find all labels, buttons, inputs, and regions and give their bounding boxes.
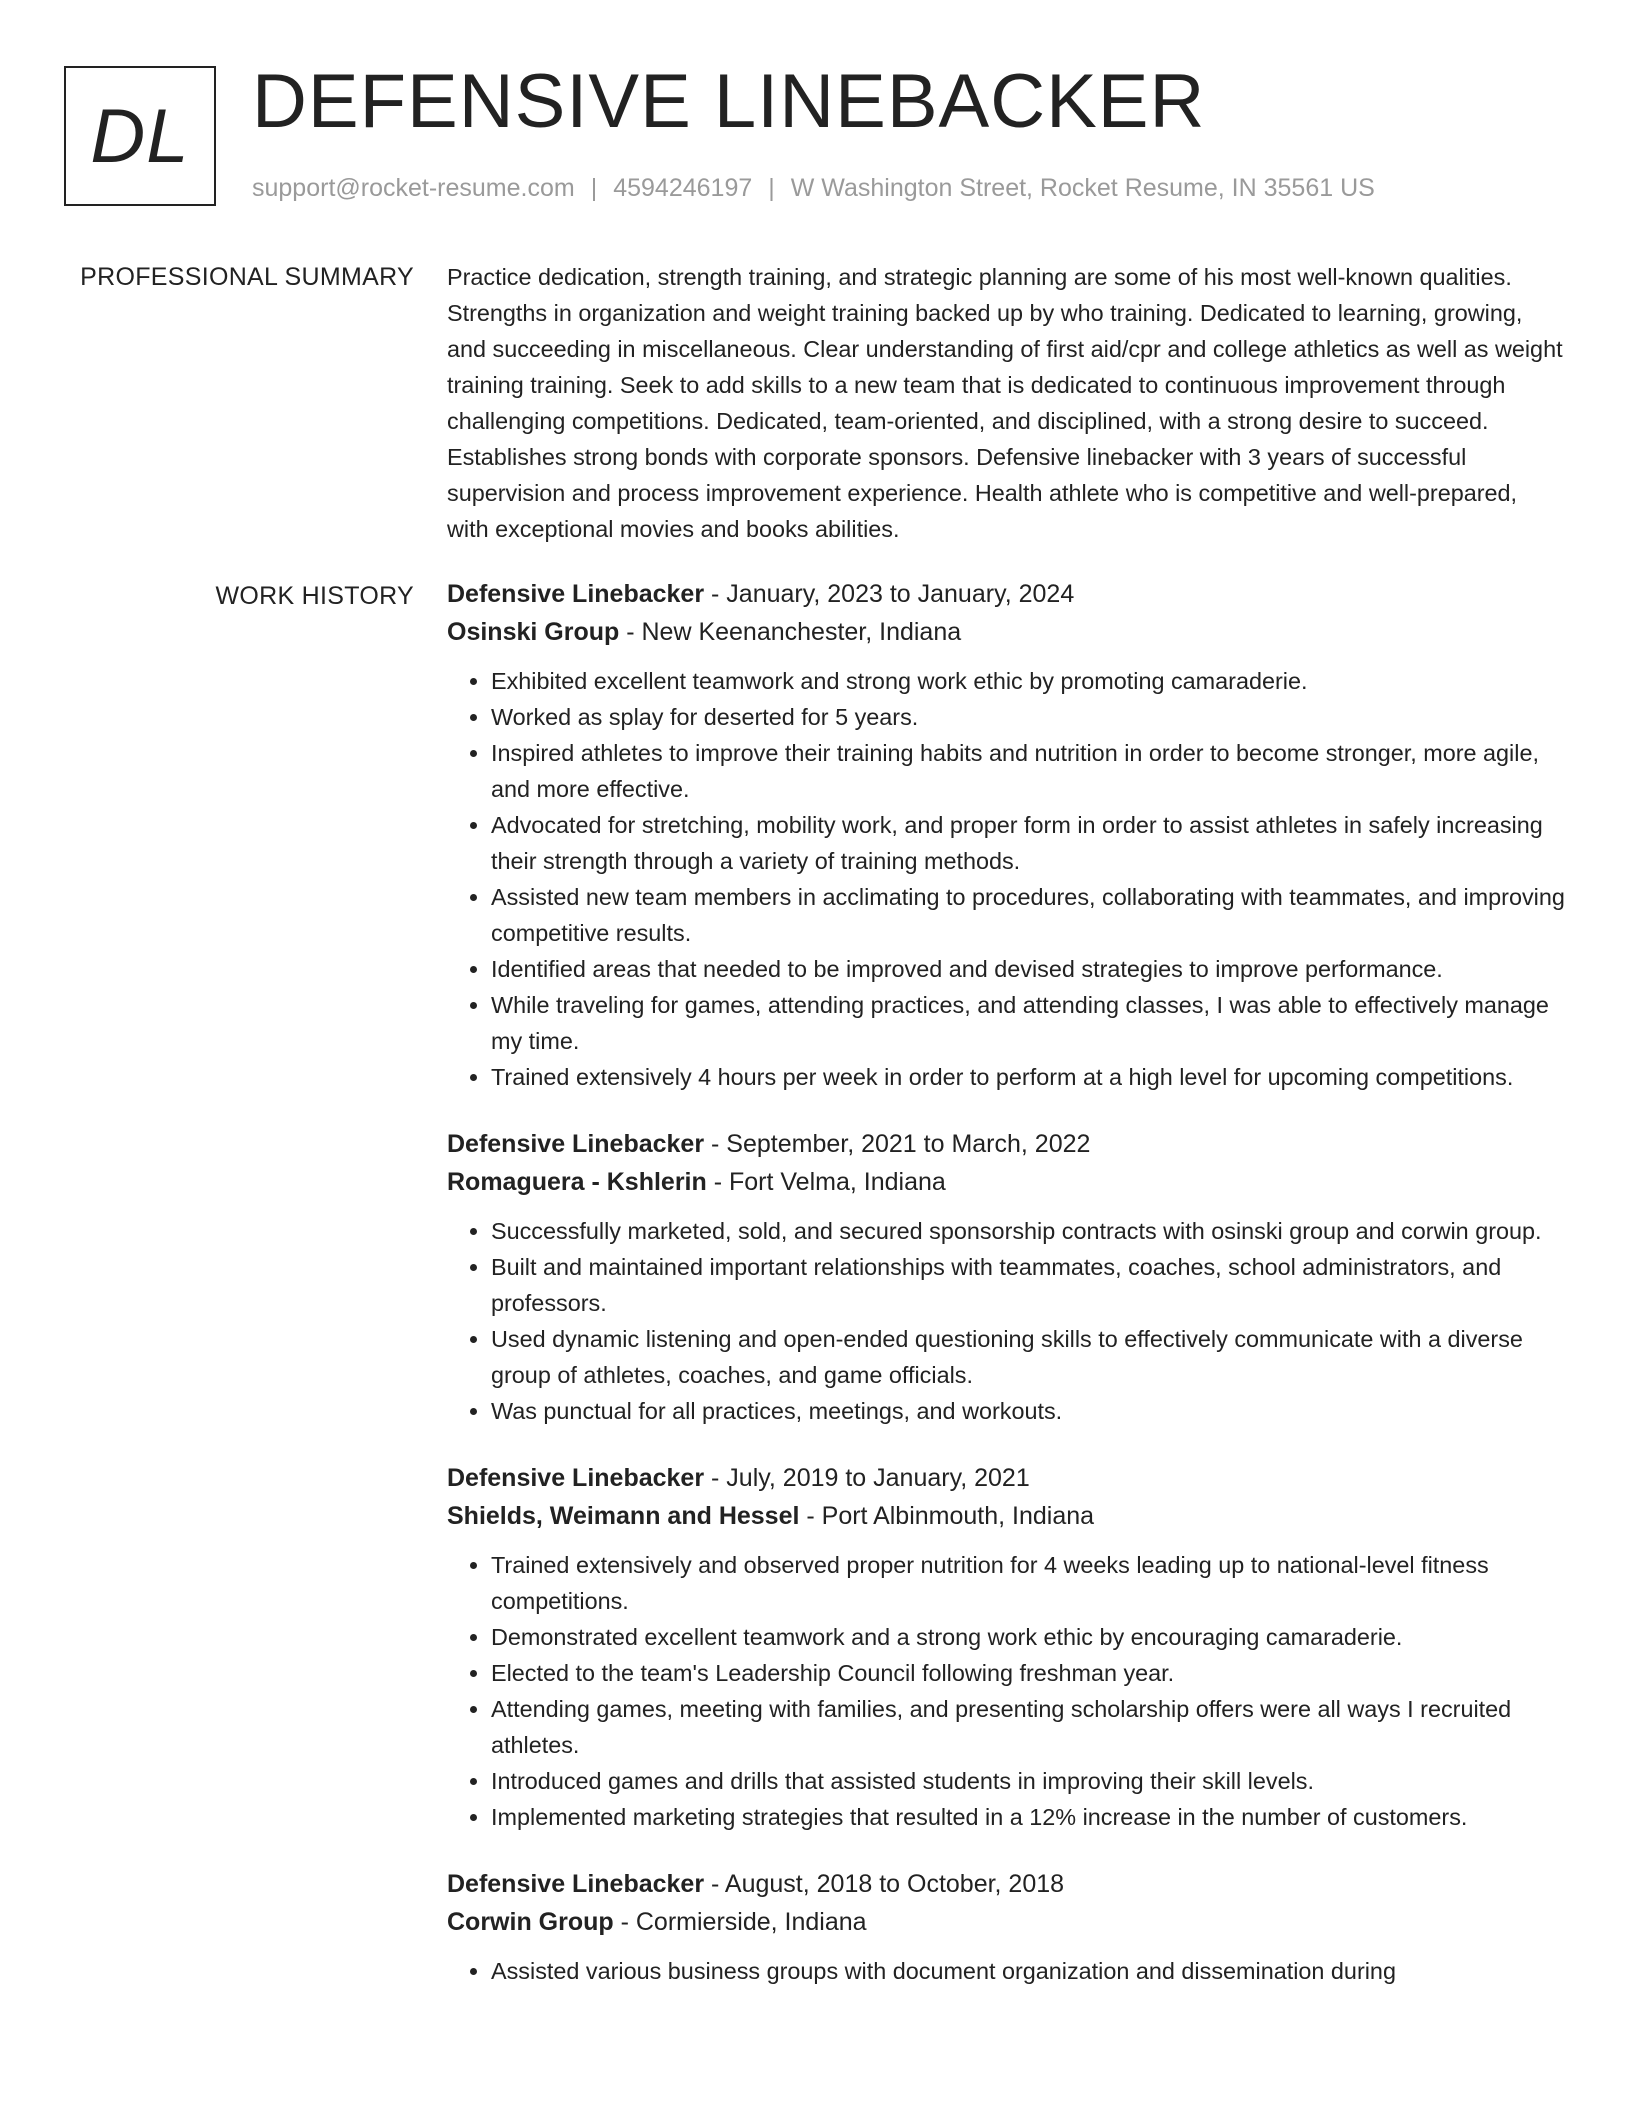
job-bullet: • Was punctual for all practices, meetings, and workouts. bbox=[491, 1393, 1565, 1429]
job-bullet: • Trained extensively and observed proper nutrition for 4 weeks leading up to national-level fitness competitions. bbox=[491, 1547, 1565, 1619]
job-bullet-list bbox=[447, 1953, 1565, 1989]
job-dates: - July, 2019 to January, 2021 bbox=[704, 1464, 1030, 1492]
job-bullet: • Successfully marketed, sold, and secured sponsorship contracts with osinski group and corwin group. bbox=[491, 1213, 1565, 1249]
job-bullet: • Built and maintained important relationships with teammates, coaches, school administrators, and professors. bbox=[491, 1249, 1565, 1321]
job-title: Defensive Linebacker bbox=[447, 1130, 705, 1158]
job-dates: - August, 2018 to October, 2018 bbox=[704, 1870, 1065, 1898]
job-company: Osinski Group bbox=[447, 618, 620, 646]
job-bullet: • Advocated for stretching, mobility work, and proper form in order to assist athletes in safely increasing their strength through a variety of training methods. bbox=[491, 807, 1565, 879]
job-bullet: • Elected to the team's Leadership Council following freshman year. bbox=[491, 1655, 1565, 1691]
job-bullet: • Exhibited excellent teamwork and strong work ethic by promoting camaraderie. bbox=[491, 663, 1565, 699]
job-bullet: • Assisted various business groups with document organization and dissemination during bbox=[491, 1953, 1565, 1989]
job-title: Defensive Linebacker bbox=[447, 1464, 705, 1492]
summary-body bbox=[447, 259, 1565, 547]
job-location: - New Keenanchester, Indiana bbox=[619, 618, 962, 646]
job-company: Romaguera - Kshlerin bbox=[447, 1168, 707, 1196]
contact-email[interactable]: support@rocket-resume.com bbox=[252, 174, 575, 202]
job-bullet-list bbox=[447, 1547, 1565, 1835]
monogram: DL bbox=[64, 66, 216, 206]
job-location: - Cormierside, Indiana bbox=[613, 1908, 867, 1936]
job-company-line bbox=[447, 1903, 1565, 1941]
summary-label: PROFESSIONAL SUMMARY bbox=[80, 263, 414, 291]
job-bullet: • Implemented marketing strategies that resulted in a 12% increase in the number of customers. bbox=[491, 1799, 1565, 1835]
job-company-line bbox=[447, 1497, 1565, 1535]
job-title: Defensive Linebacker bbox=[447, 580, 705, 608]
contact-address: W Washington Street, Rocket Resume, IN 35561 US bbox=[790, 174, 1375, 202]
job-entry bbox=[447, 1865, 1565, 1989]
job-bullet-list bbox=[447, 663, 1565, 1095]
job-bullet: • Trained extensively 4 hours per week in order to perform at a high level for upcoming competitions. bbox=[491, 1059, 1565, 1095]
job-bullet: • Worked as splay for deserted for 5 years. bbox=[491, 699, 1565, 735]
job-bullet: • Identified areas that needed to be improved and devised strategies to improve performance. bbox=[491, 951, 1565, 987]
job-entry bbox=[447, 1459, 1565, 1835]
job-bullet: • While traveling for games, attending practices, and attending classes, I was able to effectively manage my time. bbox=[491, 987, 1565, 1059]
job-title-line bbox=[447, 575, 1565, 613]
job-bullet: • Introduced games and drills that assisted students in improving their skill levels. bbox=[491, 1763, 1565, 1799]
job-title: Defensive Linebacker bbox=[447, 1870, 705, 1898]
job-company: Shields, Weimann and Hessel bbox=[447, 1502, 800, 1530]
job-bullet: • Demonstrated excellent teamwork and a strong work ethic by encouraging camaraderie. bbox=[491, 1619, 1565, 1655]
contact-separator: | bbox=[590, 174, 598, 202]
job-entry bbox=[447, 1125, 1565, 1429]
job-title-line bbox=[447, 1865, 1565, 1903]
work-history-label: WORK HISTORY bbox=[215, 582, 414, 610]
job-bullet-list bbox=[447, 1213, 1565, 1429]
job-company-line bbox=[447, 1163, 1565, 1201]
job-bullet: • Assisted new team members in acclimating to procedures, collaborating with teammates, and improving competitive results. bbox=[491, 879, 1565, 951]
work-history-body bbox=[447, 575, 1565, 2019]
job-title-line bbox=[447, 1459, 1565, 1497]
job-entry bbox=[447, 575, 1565, 1095]
contact-line bbox=[252, 174, 1375, 203]
job-company: Corwin Group bbox=[447, 1908, 614, 1936]
job-location: - Port Albinmouth, Indiana bbox=[799, 1502, 1095, 1530]
job-location: - Fort Velma, Indiana bbox=[706, 1168, 946, 1196]
job-title-line bbox=[447, 1125, 1565, 1163]
job-dates: - September, 2021 to March, 2022 bbox=[704, 1130, 1091, 1158]
job-bullet: • Used dynamic listening and open-ended questioning skills to effectively communicate with a diverse group of athletes, coaches, and game officials. bbox=[491, 1321, 1565, 1393]
job-bullet: • Inspired athletes to improve their training habits and nutrition in order to become stronger, more agile, and more effective. bbox=[491, 735, 1565, 807]
job-dates: - January, 2023 to January, 2024 bbox=[704, 580, 1075, 608]
resume-name: DEFENSIVE LINEBACKER bbox=[252, 59, 1206, 144]
job-company-line bbox=[447, 613, 1565, 651]
summary-text: Practice dedication, strength training, and strategic planning are some of his most well-known qualities. Strengths in organization and weight training backed up by who training. Dedicated to learning, growing, and succeeding in miscellaneous. Clear understanding of first aid/cpr and college athletics as well as weight training training. Seek to add skills to a new team that is dedicated to continuous improvement through challenging competitions. Dedicated, team-oriented, and disciplined, with a strong desire to succeed. Establishes strong bonds with corporate sponsors. Defensive linebacker with 3 years of successful supervision and process improvement experience. Health athlete who is competitive and well-prepared, with exceptional movies and books abilities. bbox=[447, 264, 1563, 542]
contact-phone[interactable]: 4594246197 bbox=[613, 174, 753, 202]
contact-separator: | bbox=[768, 174, 775, 202]
job-bullet: • Attending games, meeting with families, and presenting scholarship offers were all ways I recruited athletes. bbox=[491, 1691, 1565, 1763]
